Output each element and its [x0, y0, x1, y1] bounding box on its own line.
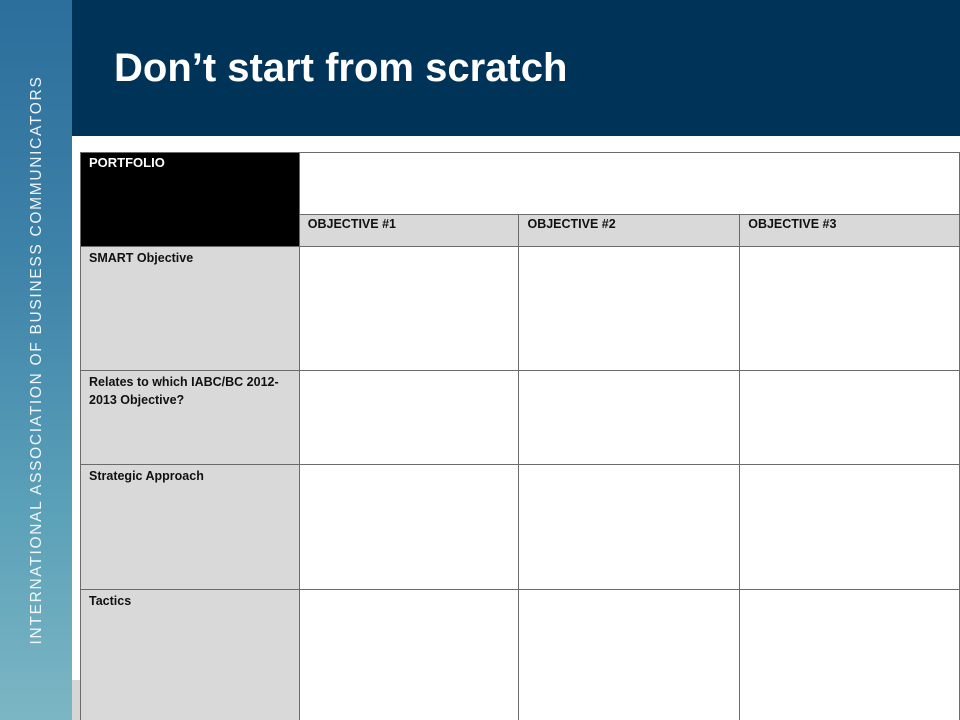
tactics-3-cell[interactable] [740, 590, 960, 720]
relates-objective-1-cell[interactable] [299, 371, 519, 465]
row-label: Strategic Approach [89, 469, 204, 483]
objective-3-header [740, 215, 960, 247]
table-title-row [81, 153, 960, 215]
side-band [0, 0, 72, 720]
row-header-tactics [81, 590, 300, 720]
portfolio-name-cell[interactable] [299, 153, 959, 215]
table-row [81, 590, 960, 720]
strategic-approach-1-cell[interactable] [299, 465, 519, 590]
portfolio-planning-table [80, 152, 960, 720]
relates-objective-3-cell[interactable] [740, 371, 960, 465]
tactics-1-cell[interactable] [299, 590, 519, 720]
row-header-relates-to-objective [81, 371, 300, 465]
table-row [81, 371, 960, 465]
smart-objective-3-cell[interactable] [740, 247, 960, 371]
table-row [81, 465, 960, 590]
objective-3-label: OBJECTIVE #3 [748, 217, 837, 231]
page-title: Don’t start from scratch [114, 46, 568, 90]
strategic-approach-3-cell[interactable] [740, 465, 960, 590]
objective-1-label: OBJECTIVE #1 [307, 217, 396, 231]
row-label: Relates to which IABC/BC 2012-2013 Objective? [89, 375, 279, 407]
objective-2-header [519, 215, 740, 247]
objective-1-header [299, 215, 519, 247]
organization-name-vertical: INTERNATIONAL ASSOCIATION OF BUSINESS COMMUNICATORS [28, 75, 45, 645]
smart-objective-1-cell[interactable] [299, 247, 519, 371]
row-header-smart-objective [81, 247, 300, 371]
row-header-strategic-approach [81, 465, 300, 590]
strategic-approach-2-cell[interactable] [519, 465, 740, 590]
portfolio-cell [81, 153, 300, 247]
tactics-2-cell[interactable] [519, 590, 740, 720]
table-row [81, 247, 960, 371]
smart-objective-2-cell[interactable] [519, 247, 740, 371]
row-label: SMART Objective [89, 251, 194, 265]
row-label: Tactics [89, 594, 132, 608]
objective-2-label: OBJECTIVE #2 [527, 217, 616, 231]
relates-objective-2-cell[interactable] [519, 371, 740, 465]
header-bar [72, 0, 960, 136]
portfolio-label: PORTFOLIO [89, 155, 165, 170]
